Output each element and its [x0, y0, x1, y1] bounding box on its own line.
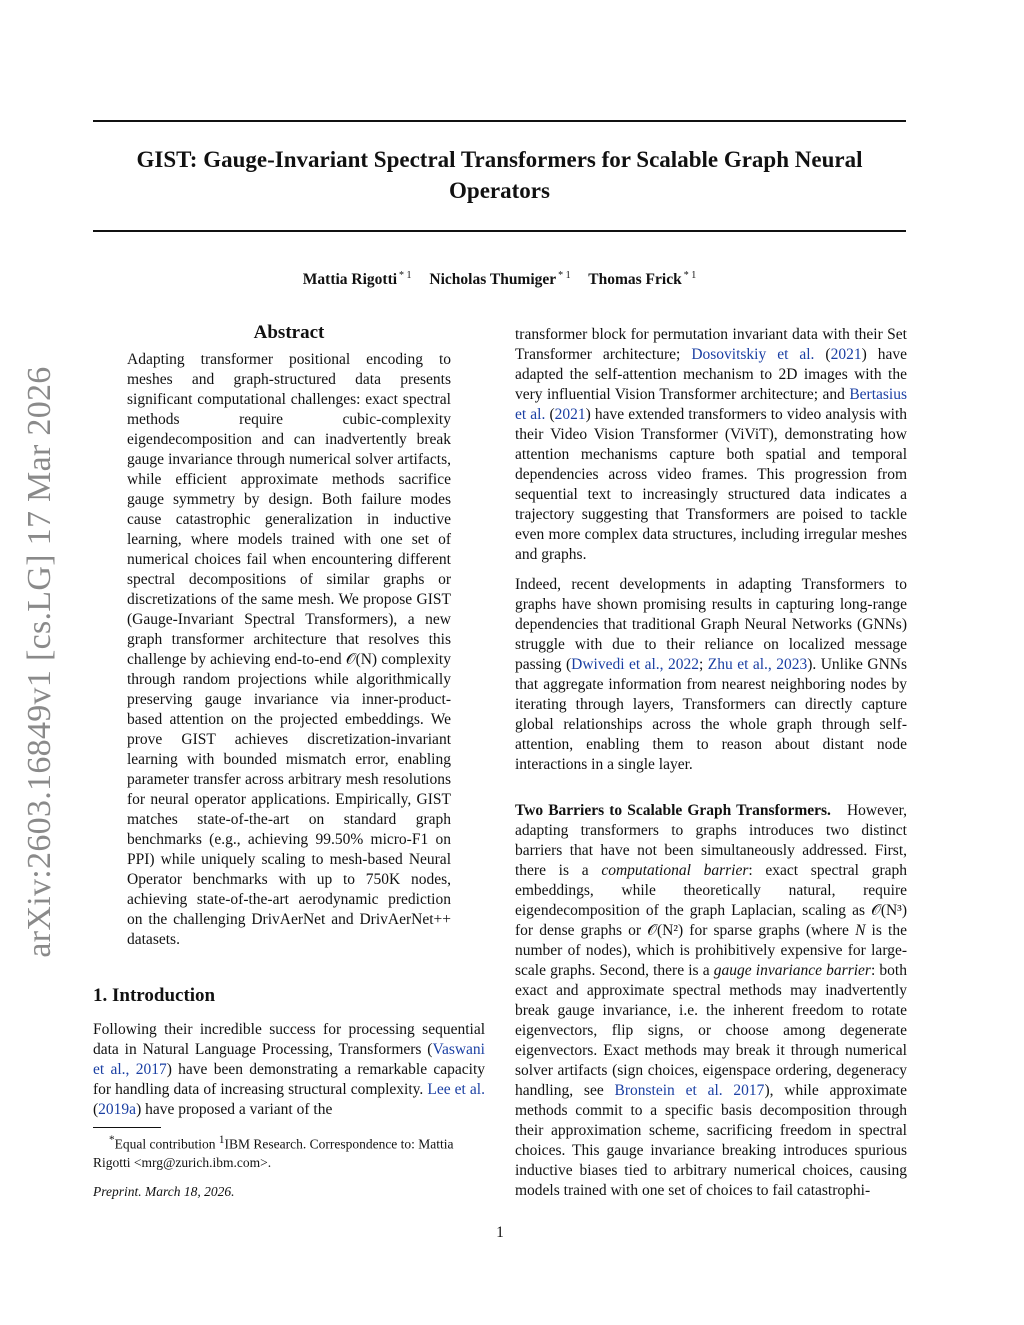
- complexity-math: 𝒪(N): [345, 651, 378, 668]
- body-text: for sparse graphs (where: [683, 922, 856, 939]
- right-column-paragraph-2: [515, 575, 907, 775]
- citation-link[interactable]: Bronstein et al. 2017: [614, 1082, 765, 1099]
- footnote-mark: *: [109, 1134, 115, 1146]
- math-variable: N: [855, 922, 866, 939]
- body-text: : exact spectral graph embeddings, while theoretically natural, require eigendecomposition of the graph Laplacian, scaling as: [515, 862, 907, 919]
- citation-link[interactable]: 2019a: [98, 1101, 137, 1118]
- footnote-text: IBM Research. Correspondence to: Mattia Rigotti <mrg@zurich.ibm.com>.: [93, 1136, 454, 1170]
- body-text: ;: [699, 656, 708, 673]
- author-affiliation-mark: * 1: [558, 270, 571, 281]
- author-list: [93, 266, 906, 290]
- arxiv-sidebar-stamp: arXiv:2603.16849v1 [cs.LG] 17 Mar 2026: [21, 366, 58, 958]
- preprint-note: Preprint. March 18, 2026.: [93, 1184, 235, 1199]
- author-affiliation-mark: * 1: [683, 270, 697, 281]
- section-heading-introduction: 1. Introduction: [93, 985, 216, 1006]
- body-text: ). Unlike GNNs that aggregate information from nearest neighboring nodes by iterating through layers, Transformers can directly capture global relationships across the whole graph through self-attention, enabling them to reason about distant node interactions in a single layer.: [515, 656, 907, 773]
- citation-link[interactable]: 2021: [554, 406, 586, 423]
- body-text: ), while approximate methods commit to a specific basis decomposition through their approximation scheme, sacrificing freedom in spectral choices. This gauge invariance breaking introduces spurious inductive biases tied to arbitrary numerical choices, causing models trained with one set of choices to fail catastrophi-: [515, 1082, 907, 1199]
- body-text: (: [545, 406, 555, 423]
- body-text: (: [814, 346, 831, 363]
- author-name: Thomas Frick: [588, 271, 682, 288]
- math-expression: 𝒪(N³): [871, 902, 907, 919]
- intro-paragraph: [93, 1020, 485, 1120]
- citation-link[interactable]: Dwivedi et al., 2022: [571, 656, 699, 673]
- author-name: Mattia Rigotti: [302, 271, 398, 288]
- body-text: ) have extended transformers to video analysis with their Video Vision Transformer (ViViT), demonstrating how attention mechanisms capture both spatial and temporal dependencies across video frames. This progression from sequential text to increasingly structured data indicates a trajectory suggesting that Transformers are poised to tackle even more complex data structures, including irregular meshes and graphs.: [515, 406, 908, 563]
- footnote-text: Equal contribution: [114, 1136, 219, 1152]
- body-text: ) have been demonstrating a remarkable capacity for handling data of increasing structural complexity.: [93, 1061, 485, 1098]
- body-text: : both exact and approximate spectral methods may inadvertently break gauge invariance, i.e. the inherent freedom to rotate eigenvectors, flip signs, or choose among degenerate eigenvectors. Exact methods may break it through numerical solver artifacts (sign choices, eigenspace ordering, degeneracy handling, see: [515, 962, 907, 1099]
- footnote: [93, 1131, 485, 1172]
- math-expression: 𝒪(N²): [647, 922, 684, 939]
- footnote-rule: [93, 1127, 161, 1128]
- right-column-paragraph-3: [515, 801, 907, 1201]
- abstract-text: complexity through random projections while algorithmically preserving gauge invariance via inner-product-based attention on the projected embeddings. We prove GIST achieves discretization-invariant learning with bounded mismatch error, enabling parameter transfer across arbitrary mesh resolutions for neural operator applications. Empirically, GIST matches state-of-the-art on standard graph benchmarks (e.g., achieving 99.50% micro-F1 on PPI) while uniquely scaling to mesh-based Neural Operator benchmarks with up to 750K nodes, achieving state-of-the-art aerodynamic prediction on the challenging DrivAerNet and DrivAerNet++ datasets.: [127, 651, 451, 948]
- citation-link[interactable]: 2021: [830, 346, 862, 363]
- abstract-text: Adapting transformer positional encoding to meshes and graph-structured data presents significant computational challenges: exact spectral methods require cubic-complexity eigendecomposition and can inadvertently break gauge invariance through numerical solver artifacts, while efficient approximate methods sacrifice gauge symmetry by design. Both failure modes cause catastrophic generalization in inductive learning, where models trained with one set of numerical choices fail when encountering different spectral decompositions of similar graphs or discretizations of the same mesh. We propose GIST (Gauge-Invariant Spectral Transformers), a new graph transformer architecture that resolves this challenge by achieving end-to-end: [127, 351, 451, 668]
- page-number: 1: [496, 1224, 504, 1241]
- body-text: Following their incredible success for processing sequential data in Natural Language Processing, Transformers (: [93, 1021, 485, 1058]
- paper-title: GIST: Gauge-Invariant Spectral Transformers for Scalable Graph Neural Operators: [136, 147, 863, 203]
- emphasis-text: gauge invariance barrier: [713, 962, 871, 979]
- body-text: However, adapting transformers to graphs introduces two distinct barriers that have not been simultaneously addressed. First, there is a: [515, 802, 907, 879]
- citation-link[interactable]: Zhu et al., 2023: [707, 656, 808, 673]
- citation-link[interactable]: Vaswani et al., 2017: [93, 1041, 485, 1078]
- paragraph-run-in-heading: Two Barriers to Scalable Graph Transformers.: [515, 802, 831, 819]
- author-name: Nicholas Thumiger: [429, 271, 557, 288]
- citation-link[interactable]: Lee et al.: [427, 1081, 485, 1098]
- citation-link[interactable]: Dosovitskiy et al.: [691, 346, 815, 363]
- right-column-paragraph-1: [515, 325, 907, 565]
- abstract-heading: Abstract: [253, 322, 325, 343]
- footnote-mark: 1: [218, 1134, 225, 1146]
- body-text: ) have proposed a variant of the: [136, 1101, 333, 1118]
- title-bottom-rule: [93, 230, 906, 232]
- body-text: transformer block for permutation invariant data with their Set Transformer architecture;: [515, 326, 907, 363]
- body-text: (: [93, 1101, 99, 1118]
- title-top-rule: [93, 120, 906, 122]
- body-text: ) have adapted the self-attention mechanism to 2D images with the very influential Vision Transformer architecture; and: [515, 346, 907, 403]
- body-text: for dense graphs or: [515, 922, 648, 939]
- abstract-body: [127, 350, 451, 950]
- citation-link[interactable]: Bertasius et al.: [515, 386, 907, 423]
- author-affiliation-mark: * 1: [399, 270, 412, 281]
- body-text: Indeed, recent developments in adapting Transformers to graphs have shown promising results in capturing long-range dependencies that traditional Graph Neural Networks (GNNs) struggle with due to their reliance on localized message passing (: [515, 576, 907, 673]
- emphasis-text: computational barrier: [601, 862, 749, 879]
- body-text: is the number of nodes), which is prohibitively expensive for large-scale graphs. Second, there is a: [515, 922, 907, 979]
